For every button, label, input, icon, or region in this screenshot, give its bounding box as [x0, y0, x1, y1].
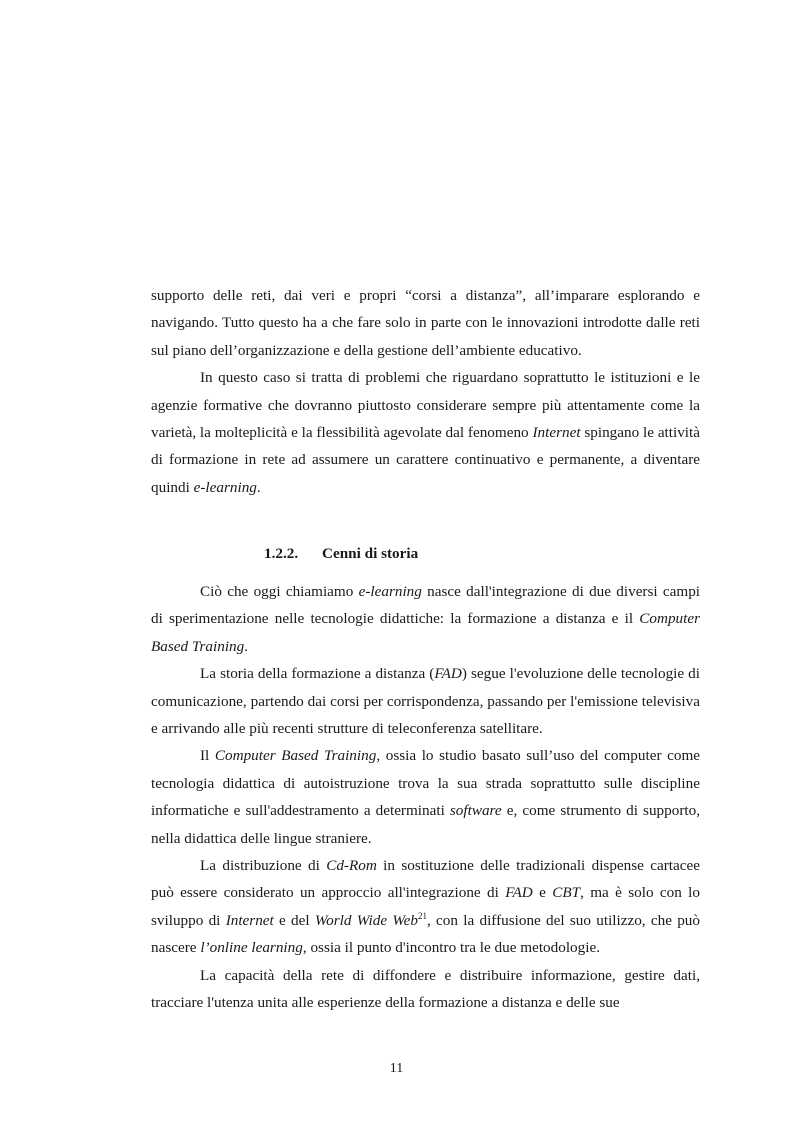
text-run: La distribuzione di: [200, 857, 327, 875]
text-run: nasce dall'integrazione di due diversi campi di sperimentazione nelle tecnologie didattiche: la formazione a distanza e il: [151, 583, 701, 628]
italic-term: Computer Based Training: [151, 610, 700, 655]
section-title: Cenni di storia: [322, 545, 419, 562]
text-run: , con la diffusione del suo utilizzo, che può nascere: [151, 911, 700, 957]
italic-term: l’online learning: [200, 939, 303, 957]
text-run: spingano le attività di formazione in rete ad assumere un carattere continuativo e permanente, a diventare quindi: [151, 424, 700, 496]
body-text-top: [151, 282, 700, 501]
text-run: In questo caso si tratta di problemi che riguardano soprattutto le istituzioni e le agenzie formative che dovranno piuttosto considerare sempre più attentamente come la varietà, la molteplicità e la flessibilità agevolate dal fenomeno: [151, 369, 700, 442]
paragraph-origins: [151, 578, 700, 660]
text-run: e, come strumento di supporto, nella didattica delle lingue straniere.: [151, 802, 700, 847]
italic-term: e-learning: [358, 583, 422, 600]
section-heading: [264, 543, 418, 565]
text-run: Il: [200, 747, 215, 765]
italic-term: Internet: [532, 424, 581, 442]
italic-term: FAD: [434, 665, 462, 683]
text-run: e del: [273, 911, 315, 929]
text-run: .: [256, 478, 261, 496]
paragraph-cdrom: [151, 852, 700, 962]
text-run: Ciò che oggi chiamiamo: [200, 583, 359, 600]
paragraph-cbt: [151, 742, 700, 852]
section-number: 1.2.2.: [264, 545, 299, 562]
body-text-bottom: [151, 578, 700, 1017]
footnote-marker[interactable]: 21: [417, 910, 427, 921]
paragraph-istituzioni: [151, 364, 700, 501]
italic-term: Cd-Rom: [326, 857, 377, 875]
paragraph-continuation: [151, 282, 700, 364]
text-run: , ossia lo studio basato sull’uso del computer come tecnologia didattica di autoistruzione trova la sua strada soprattutto sulle discipline informatiche e sull'addestramento a determinati: [151, 747, 700, 820]
text-run: in sostituzione delle tradizionali dispense cartacee può essere considerato un approccio all'integrazione di: [151, 857, 700, 902]
paragraph-fad: [151, 660, 700, 742]
italic-term: CBT: [552, 884, 581, 902]
italic-term: World Wide Web: [314, 911, 418, 929]
text-run: ) segue l'evoluzione delle tecnologie di comunicazione, partendo dai corsi per corrispondenza, passando per l'emissione televisiva e arrivando alle più recenti strutture di teleconferenza satellitare.: [151, 665, 700, 738]
text-run: e: [532, 884, 553, 902]
text-run: , ma è solo con lo sviluppo di: [151, 884, 700, 929]
italic-term: Computer Based Training: [214, 747, 377, 765]
text-run: supporto delle reti, dai veri e propri “corsi a distanza”, all’imparare esplorando e navigando. Tutto questo ha a che fare solo in parte con le innovazioni introdotte dalle reti sul piano dell’organizzazione e della gestione dell’ambiente educativo.: [151, 287, 700, 359]
text-run: .: [244, 637, 249, 655]
paragraph-network: [151, 962, 700, 1017]
italic-term: e-learning: [193, 478, 257, 496]
text-run: La capacità della rete di diffondere e distribuire informazione, gestire dati, tracciare l'utenza unita alle esperienze della formazione a distanza e delle sue: [151, 966, 700, 1012]
page-number: 11: [389, 1061, 404, 1076]
italic-term: software: [449, 802, 502, 820]
text-run: La storia della formazione a distanza (: [200, 665, 435, 683]
italic-term: Internet: [225, 911, 274, 929]
italic-term: FAD: [505, 884, 533, 902]
text-run: , ossia il punto d'incontro tra le due metodologie.: [302, 939, 600, 957]
